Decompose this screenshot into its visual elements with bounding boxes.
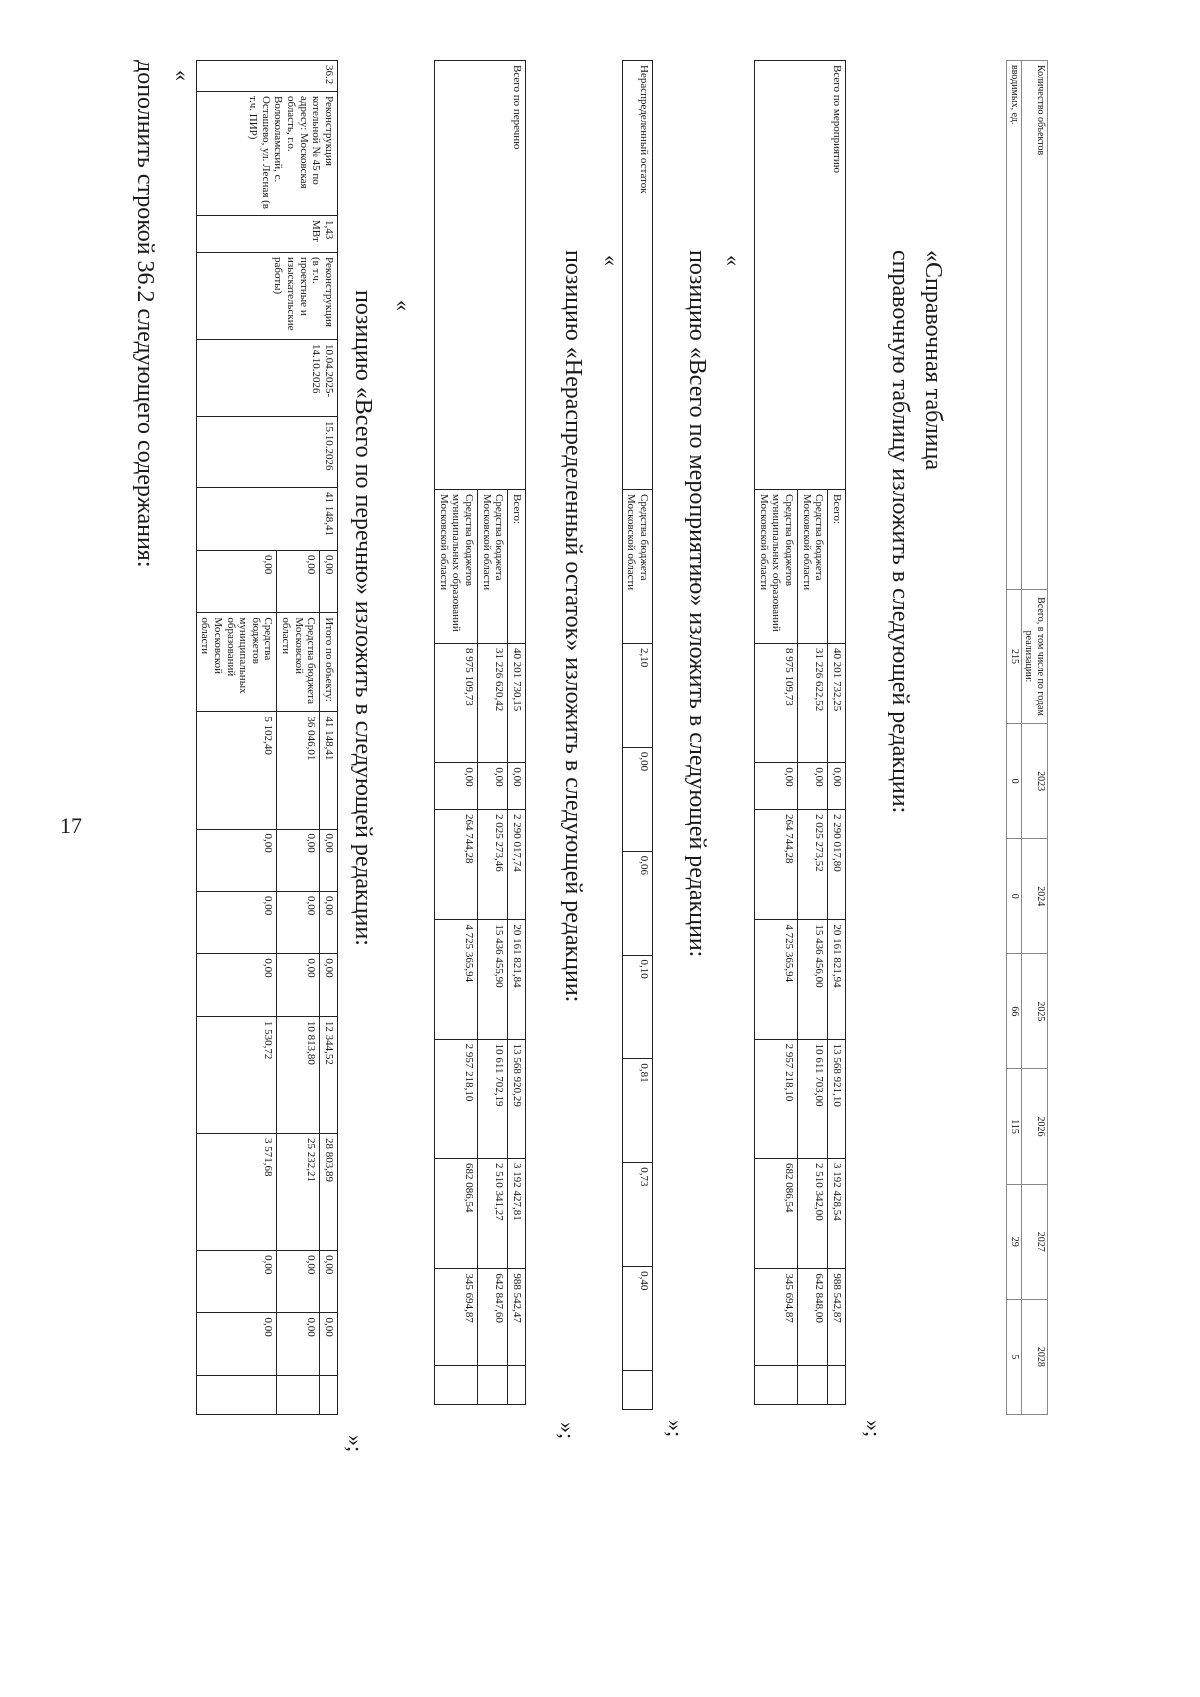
table-cell: 2 510 341,27 [478,1159,508,1269]
header-cell: 2026 [1022,1069,1048,1184]
table-cell: 3 192 428,54 [828,1159,846,1269]
table-cell: 0,00 [320,954,338,1016]
header-cell: 2028 [1022,1299,1048,1414]
table-cell: 0,00 [320,829,338,891]
table-cell: 642 848,00 [798,1269,828,1366]
table-cell: 0,00 [196,1251,277,1313]
section3-open-quote: « [599,255,624,266]
table-row [828,61,846,1405]
table-cell: 25 232,21 [277,1133,320,1250]
section4-heading: позицию «Всего по мероприятию» изложить в следующей редакции: [684,250,710,958]
table-cell: 0,06 [622,851,652,955]
section2-open-quote: « [391,300,416,311]
table-cell: 41 148,41 [320,712,338,829]
table-cell: 682 086,54 [435,1159,478,1269]
row-label: Средства бюджетов муниципальных образований Московской области [196,613,277,712]
table-cell: 0,00 [277,891,320,953]
table-cell: 988 542,47 [508,1269,526,1366]
table-cell: 2 510 342,00 [798,1159,828,1269]
table-cell: 10 813,80 [277,1016,320,1133]
row-title: Всего по мероприятию [755,61,846,490]
table-cell: 115 [1007,1069,1022,1184]
header-cell: 2025 [1022,954,1048,1069]
table-cell: 2 025 273,52 [798,810,828,920]
table-cell: 2 025 273,46 [478,810,508,920]
table-cell: 15 436 455,90 [478,920,508,1039]
table-cell: 682 086,54 [755,1159,798,1269]
table-cell: 0,00 [277,551,320,613]
table-cell [828,1366,846,1405]
table-cell: 0,00 [622,747,652,851]
table-cell: 0,00 [320,891,338,953]
table-cell: 0,81 [622,1059,652,1163]
work-type: Реконструкция (в т.ч. проектные и изыскательские работы) [196,253,337,340]
period: 10.04.2025-14.10.2026 [196,340,337,417]
section3-heading: позицию «Нераспределенный остаток» изложить в следующей редакции: [560,250,586,1003]
header-cell: 2024 [1022,839,1048,954]
table-cell: 0,00 [277,1313,320,1376]
table-cell: 8 975 109,73 [755,644,798,763]
row-label: Средства бюджета Московской области [277,613,320,712]
page-number: 17 [60,813,82,838]
table-cell: 13 568 921,10 [828,1039,846,1158]
section2-table [434,60,526,1405]
row-label: Средства бюджета Московской области [798,490,828,644]
table-cell: 0,00 [196,551,277,613]
table-cell [435,1366,478,1405]
table-cell: 3 571,68 [196,1133,277,1250]
table-cell [277,1376,320,1415]
section1-heading: дополнить строкой 36.2 следующего содержания: [132,60,158,568]
object-name: Реконструкция котельной № 45 по адресу: Московская область, г.о. Волоколамский, с. Осташево, ул. Лесная (в т.ч. ПИР) [196,92,337,216]
table-row [508,61,526,1405]
table-cell: 10 611 702,19 [478,1039,508,1158]
table-cell [196,1376,277,1415]
table-cell: 0,10 [622,955,652,1059]
row-label: Всего: [508,490,526,644]
table-cell: 5 102,40 [196,712,277,829]
table-row [622,61,652,1410]
table-cell: 2 290 017,80 [828,810,846,920]
header-cell: Всего, в том числе по годам реализации: [1022,590,1048,724]
table-cell: 40 201 732,25 [828,644,846,763]
table-cell: 0,00 [435,763,478,810]
header-cell: 2023 [1022,724,1048,839]
row-label: Итого по объекту: [320,613,338,712]
table-cell: 36 046,01 [277,712,320,829]
table-cell [622,1371,652,1410]
table-row [320,61,338,1415]
table-cell: 28 803,89 [320,1133,338,1250]
table-cell: 264 744,28 [435,810,478,920]
table-cell: 0,00 [196,1313,277,1376]
finish-date: 15.10.2026 [196,417,337,488]
section2-heading: позицию «Всего по перечню» изложить в следующей редакции: [350,290,376,946]
table-cell [755,1366,798,1405]
section1-table [196,60,338,1415]
table-cell: 2 957 218,10 [435,1039,478,1158]
table-cell: 10 611 703,00 [798,1039,828,1158]
section4-open-quote: « [721,255,746,266]
table-cell: 0,00 [755,763,798,810]
table-cell: 12 344,52 [320,1016,338,1133]
section1-close-quote: »; [343,1435,368,1453]
table-row [1007,61,1022,1415]
table-cell: 5 [1007,1299,1022,1414]
table-cell: 0,00 [478,763,508,810]
table-cell: 0 [1007,839,1022,954]
table-cell [508,1366,526,1405]
table-cell: 0,40 [622,1267,652,1371]
reference-table [1007,60,1049,1415]
table-cell: 8 975 109,73 [435,644,478,763]
table-cell: 988 542,87 [828,1269,846,1366]
section3-table [622,60,653,1410]
table-cell: 0,00 [320,1313,338,1376]
table-cell: 2,10 [622,644,652,748]
row-label: Средства бюджета Московской области [622,490,652,644]
table-cell: 0,00 [320,551,338,613]
table-cell: 2 290 017,74 [508,810,526,920]
table-cell: 0,00 [196,829,277,891]
section5-subheading: «Справочная таблица [920,250,946,471]
section2-close-quote: »; [555,1422,580,1440]
row-label: Средства бюджетов муниципальных образований Московской области [435,490,478,644]
table-cell: 0,00 [798,763,828,810]
table-cell: 642 847,60 [478,1269,508,1366]
table-cell: 66 [1007,954,1022,1069]
table-cell: 0,00 [320,1251,338,1313]
cost: 41 148,41 [196,488,337,551]
row-title: Всего по перечню [435,61,526,490]
table-cell: 0,00 [196,954,277,1016]
table-cell: 2 957 218,10 [755,1039,798,1158]
table-cell: 4 725 365,94 [755,920,798,1039]
row-label: Средства бюджета Московской области [478,490,508,644]
rotated-page-content [38,60,1158,1660]
table-cell: 0,00 [277,829,320,891]
row-label: Всего: [828,490,846,644]
section3-close-quote: »; [663,1420,688,1438]
header-cell: Количество объектов [1022,61,1048,590]
table-cell: 0,00 [277,1251,320,1313]
table-cell: 0,00 [277,954,320,1016]
table-cell: 215 [1007,590,1022,724]
header-cell: 2027 [1022,1184,1048,1299]
table-cell: 15 436 456,00 [798,920,828,1039]
table-cell: 0,00 [508,763,526,810]
table-cell: 0,73 [622,1163,652,1267]
table-row [1022,61,1048,1415]
section5-heading: справочную таблицу изложить в следующей редакции: [887,250,913,814]
table-cell: 3 192 427,81 [508,1159,526,1269]
section4-table [754,60,846,1405]
table-cell: 31 226 620,42 [478,644,508,763]
row-number: 36.2 [196,61,337,92]
table-cell: 345 694,87 [435,1269,478,1366]
section1-open-quote: « [170,70,195,81]
table-cell [798,1366,828,1405]
table-cell [478,1366,508,1405]
row-label: вводимых, ед. [1007,61,1022,590]
row-title: Нераспределенный остаток [622,61,652,490]
table-cell: 31 226 622,52 [798,644,828,763]
table-cell: 0 [1007,724,1022,839]
table-cell [320,1376,338,1415]
table-cell: 20 161 821,84 [508,920,526,1039]
table-cell: 1 530,72 [196,1016,277,1133]
capacity: 1,43 МВт [196,216,337,253]
table-cell: 29 [1007,1184,1022,1299]
table-cell: 20 161 821,94 [828,920,846,1039]
section4-close-quote: »; [861,1420,886,1438]
table-cell: 4 725 365,94 [435,920,478,1039]
table-cell: 40 201 730,15 [508,644,526,763]
table-cell: 0,00 [828,763,846,810]
row-label: Средства бюджетов муниципальных образований Московской области [755,490,798,644]
table-cell: 345 694,87 [755,1269,798,1366]
table-cell: 0,00 [196,891,277,953]
table-cell: 13 568 920,29 [508,1039,526,1158]
table-cell: 264 744,28 [755,810,798,920]
